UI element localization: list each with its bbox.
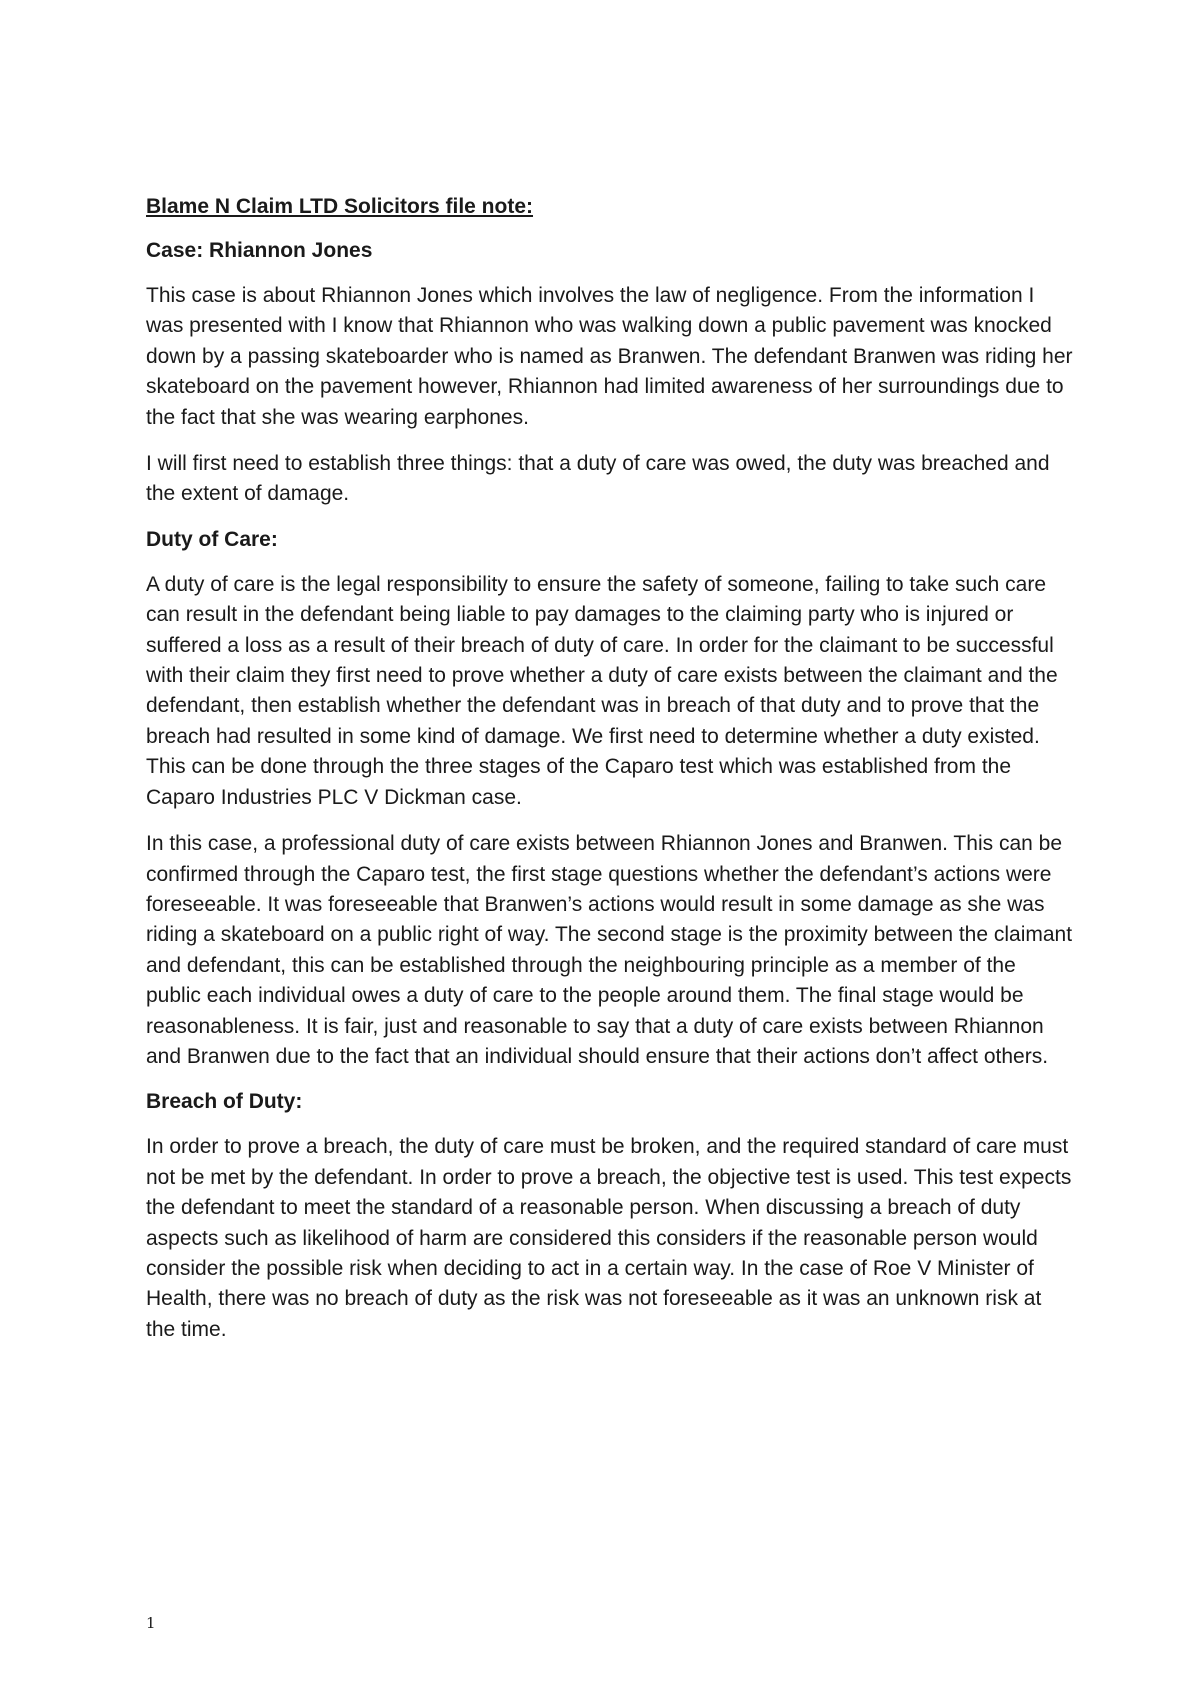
page-number: 1	[146, 1614, 156, 1632]
duty-of-care-heading: Duty of Care:	[146, 527, 278, 551]
breach-of-duty-paragraph: In order to prove a breach, the duty of care must be broken, and the required standard of care must not be met by the defendant. In order to prove a breach, the objective test is used. This test expects the defendant to meet the standard of a reasonable person. When discussing a breach of duty aspects such as likelihood of harm are considered this considers if the reasonable person would consider the possible risk when deciding to act in a certain way. In the case of Roe V Minister of Health, there was no breach of duty as the risk was not foreseeable as it was an unknown risk at the time.	[146, 1135, 1072, 1341]
breach-of-duty-heading: Breach of Duty:	[146, 1090, 303, 1114]
intro-paragraph: I will first need to establish three things: that a duty of care was owed, the duty was breached and the extent of damage.	[146, 452, 1050, 506]
intro-paragraph: This case is about Rhiannon Jones which involves the law of negligence. From the information I was presented with I know that Rhiannon who was walking down a public pavement was knocked down by a passing skateboarder who is named as Branwen. The defendant Branwen was riding her skateboard on the pavement however, Rhiannon had limited awareness of her surroundings due to the fact that she was wearing earphones.	[146, 284, 1073, 429]
document-body	[146, 193, 1076, 1361]
duty-of-care-paragraph: A duty of care is the legal responsibility to ensure the safety of someone, failing to take such care can result in the defendant being liable to pay damages to the claiming party who is injured or suffered a loss as a result of their breach of duty of care. In order for the claimant to be successful with their claim they first need to prove whether a duty of care exists between the claimant and the defendant, then establish whether the defendant was in breach of that duty and to prove that the breach had resulted in some kind of damage. We first need to determine whether a duty existed. This can be done through the three stages of the Caparo test which was established from the Caparo Industries PLC V Dickman case.	[146, 572, 1058, 809]
case-heading: Case: Rhiannon Jones	[146, 239, 373, 262]
duty-of-care-paragraph: In this case, a professional duty of care exists between Rhiannon Jones and Branwen. This can be confirmed through the Caparo test, the first stage questions whether the defendant’s actions were foreseeable. It was foreseeable that Branwen’s actions would result in some damage as she was riding a skateboard on a public right of way. The second stage is the proximity between the claimant and defendant, this can be established through the neighbouring principle as a member of the public each individual owes a duty of care to the people around them. The final stage would be reasonableness. It is fair, just and reasonable to say that a duty of care exists between Rhiannon and Branwen due to the fact that an individual should ensure that their actions don’t affect others.	[146, 832, 1073, 1068]
document-title: Blame N Claim LTD Solicitors file note:	[146, 195, 534, 218]
